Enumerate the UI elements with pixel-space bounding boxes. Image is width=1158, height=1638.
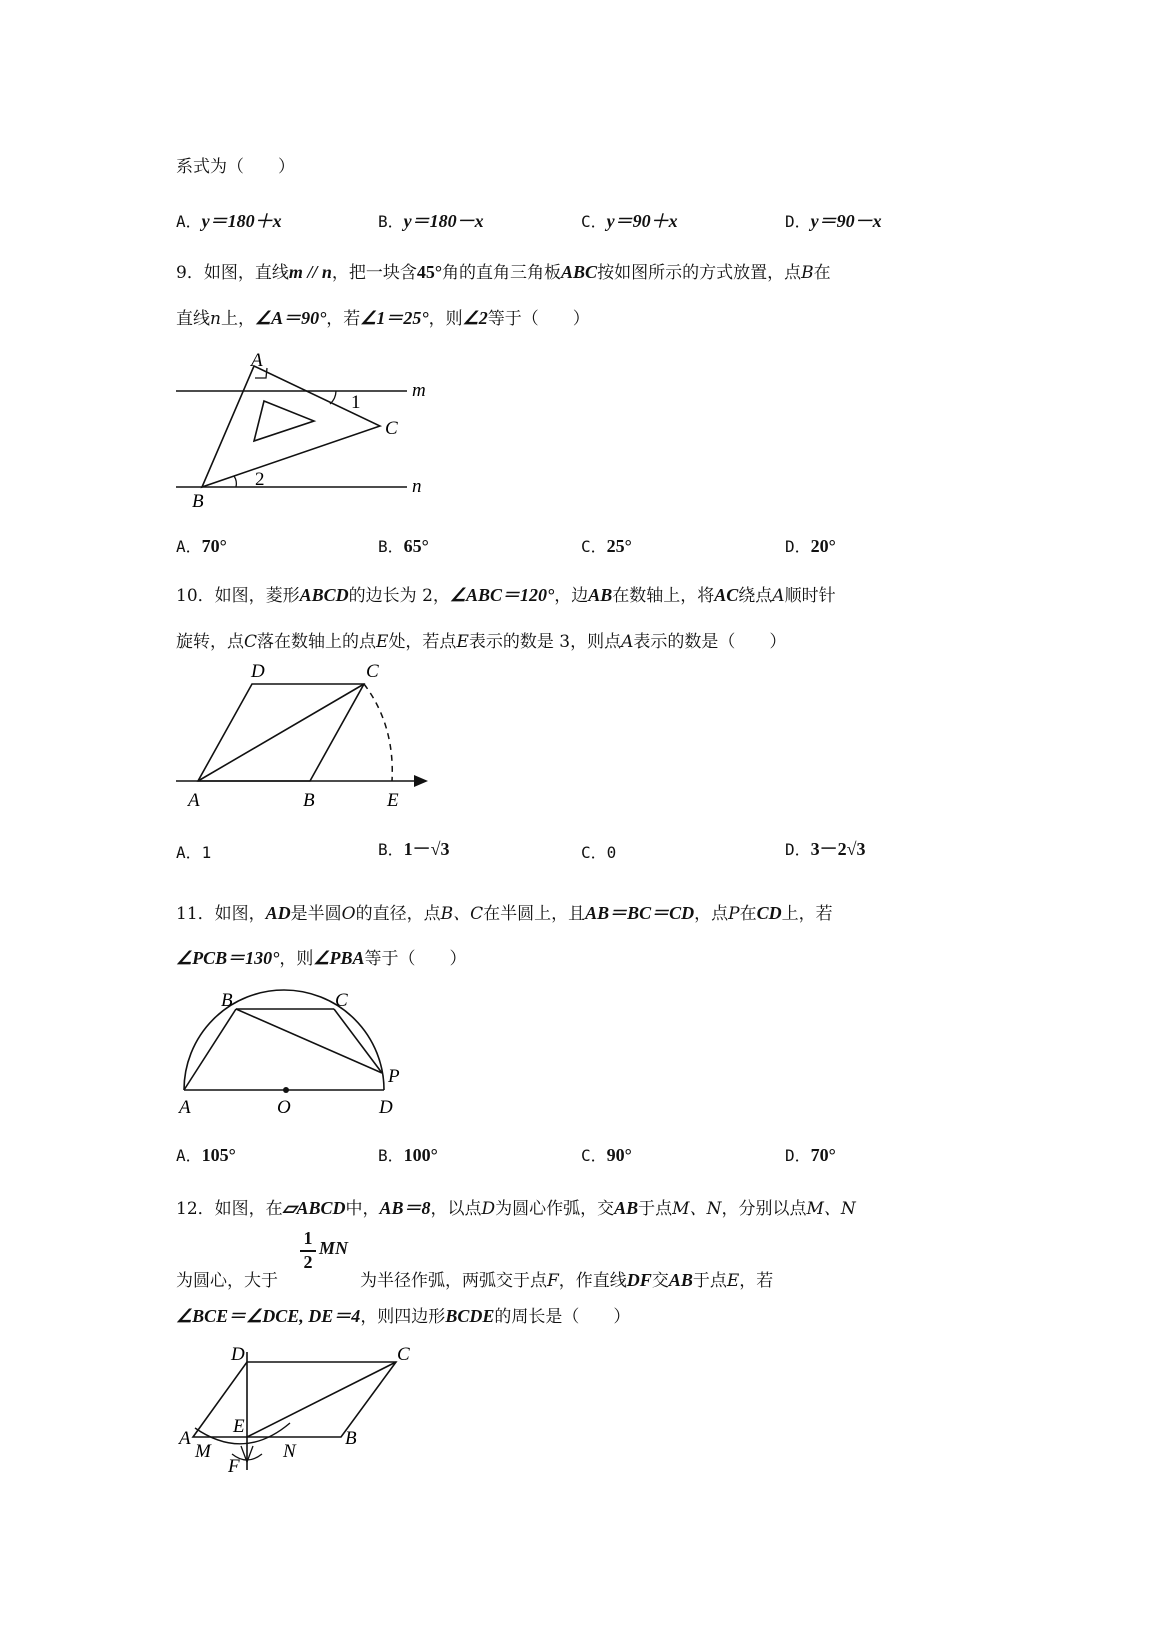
q10-option-b[interactable]: B．1－√3 [378, 839, 450, 859]
label-c: C [366, 661, 379, 682]
label-o: O [277, 1097, 291, 1118]
fraction-tail: MN [319, 1238, 349, 1258]
label-c: C [335, 990, 348, 1011]
q12-stem-line1: 12．如图，在▱ABCD中，AB＝8，以点D为圆心作弧，交AB于点M、N，分别以点M、N [176, 1198, 856, 1219]
q8-tail: 系式为（ ） [176, 157, 295, 177]
q8-option-b[interactable]: B．y＝180－x [378, 211, 484, 231]
q8-option-a[interactable]: A．y＝180＋x [176, 211, 282, 231]
q9-stem-line1: 9．如图，直线m // n，把一块含45°角的直角三角板ABC按如图所示的方式放置，点B在 [176, 262, 831, 283]
fraction-denominator: 2 [303, 1252, 313, 1272]
q10-option-a[interactable]: A．1 [176, 843, 212, 862]
label-b: B [221, 990, 233, 1011]
label-c: C [385, 418, 398, 439]
q10-option-d[interactable]: D．3－2√3 [785, 839, 866, 859]
label-2: 2 [255, 469, 265, 490]
q9-option-c[interactable]: C．25° [581, 536, 632, 556]
q12-stem-line3: ∠BCE＝∠DCE, DE＝4，则四边形BCDE的周长是（ ） [176, 1306, 631, 1327]
label-a: A [188, 790, 200, 811]
q11-option-a[interactable]: A．105° [176, 1145, 236, 1165]
q11-option-c[interactable]: C．90° [581, 1145, 632, 1165]
label-n: N [283, 1441, 296, 1462]
q8-option-c[interactable]: C．y＝90＋x [581, 211, 678, 231]
line-ec [247, 1362, 396, 1437]
q11-stem-line2: ∠PCB＝130°，则∠PBA等于（ ） [176, 948, 467, 969]
label-d: D [251, 661, 265, 682]
label-b: B [192, 491, 204, 512]
label-1: 1 [351, 392, 361, 413]
label-p: P [388, 1066, 400, 1087]
label-e: E [387, 790, 399, 811]
q9-option-a[interactable]: A．70° [176, 536, 227, 556]
label-e: E [233, 1416, 245, 1437]
parallelogram-abcd [193, 1362, 396, 1437]
q11-stem-line1: 11．如图，AD是半圆O的直径，点B、C在半圆上，且AB＝BC＝CD，点P在CD上，若 [176, 903, 833, 924]
q11-option-b[interactable]: B．100° [378, 1145, 438, 1165]
label-m: m [412, 380, 426, 401]
q9-option-b[interactable]: B．65° [378, 536, 429, 556]
label-d: D [231, 1344, 245, 1365]
label-a: A [179, 1428, 191, 1449]
label-b: B [303, 790, 315, 811]
label-a: A [179, 1097, 191, 1118]
label-m: M [195, 1441, 211, 1462]
fraction-numerator: 1 [303, 1228, 313, 1248]
q11-option-d[interactable]: D．70° [785, 1145, 836, 1165]
q9-stem-line2: 直线n上，∠A＝90°，若∠1＝25°，则∠2等于（ ） [176, 308, 590, 329]
q10-stem-line1: 10．如图，菱形ABCD的边长为 2，∠ABC＝120°，边AB在数轴上，将AC绕点A顺时针 [176, 585, 836, 606]
label-b: B [345, 1428, 357, 1449]
q10-stem-line2: 旋转，点C落在数轴上的点E处，若点E表示的数是 3，则点A表示的数是（ ） [176, 632, 787, 652]
q8-option-d[interactable]: D．y＝90－x [785, 211, 882, 231]
q12-stem-line2: 为圆心，大于 为半径作弧，两弧交于点F，作直线DF交AB于点E，若 [176, 1270, 774, 1291]
q10-option-c[interactable]: C．0 [581, 843, 617, 862]
label-c: C [397, 1344, 410, 1365]
label-d: D [379, 1097, 393, 1118]
label-n: n [412, 476, 422, 497]
label-a: A [251, 350, 263, 371]
q9-option-d[interactable]: D．20° [785, 536, 836, 556]
label-f: F [228, 1456, 240, 1477]
